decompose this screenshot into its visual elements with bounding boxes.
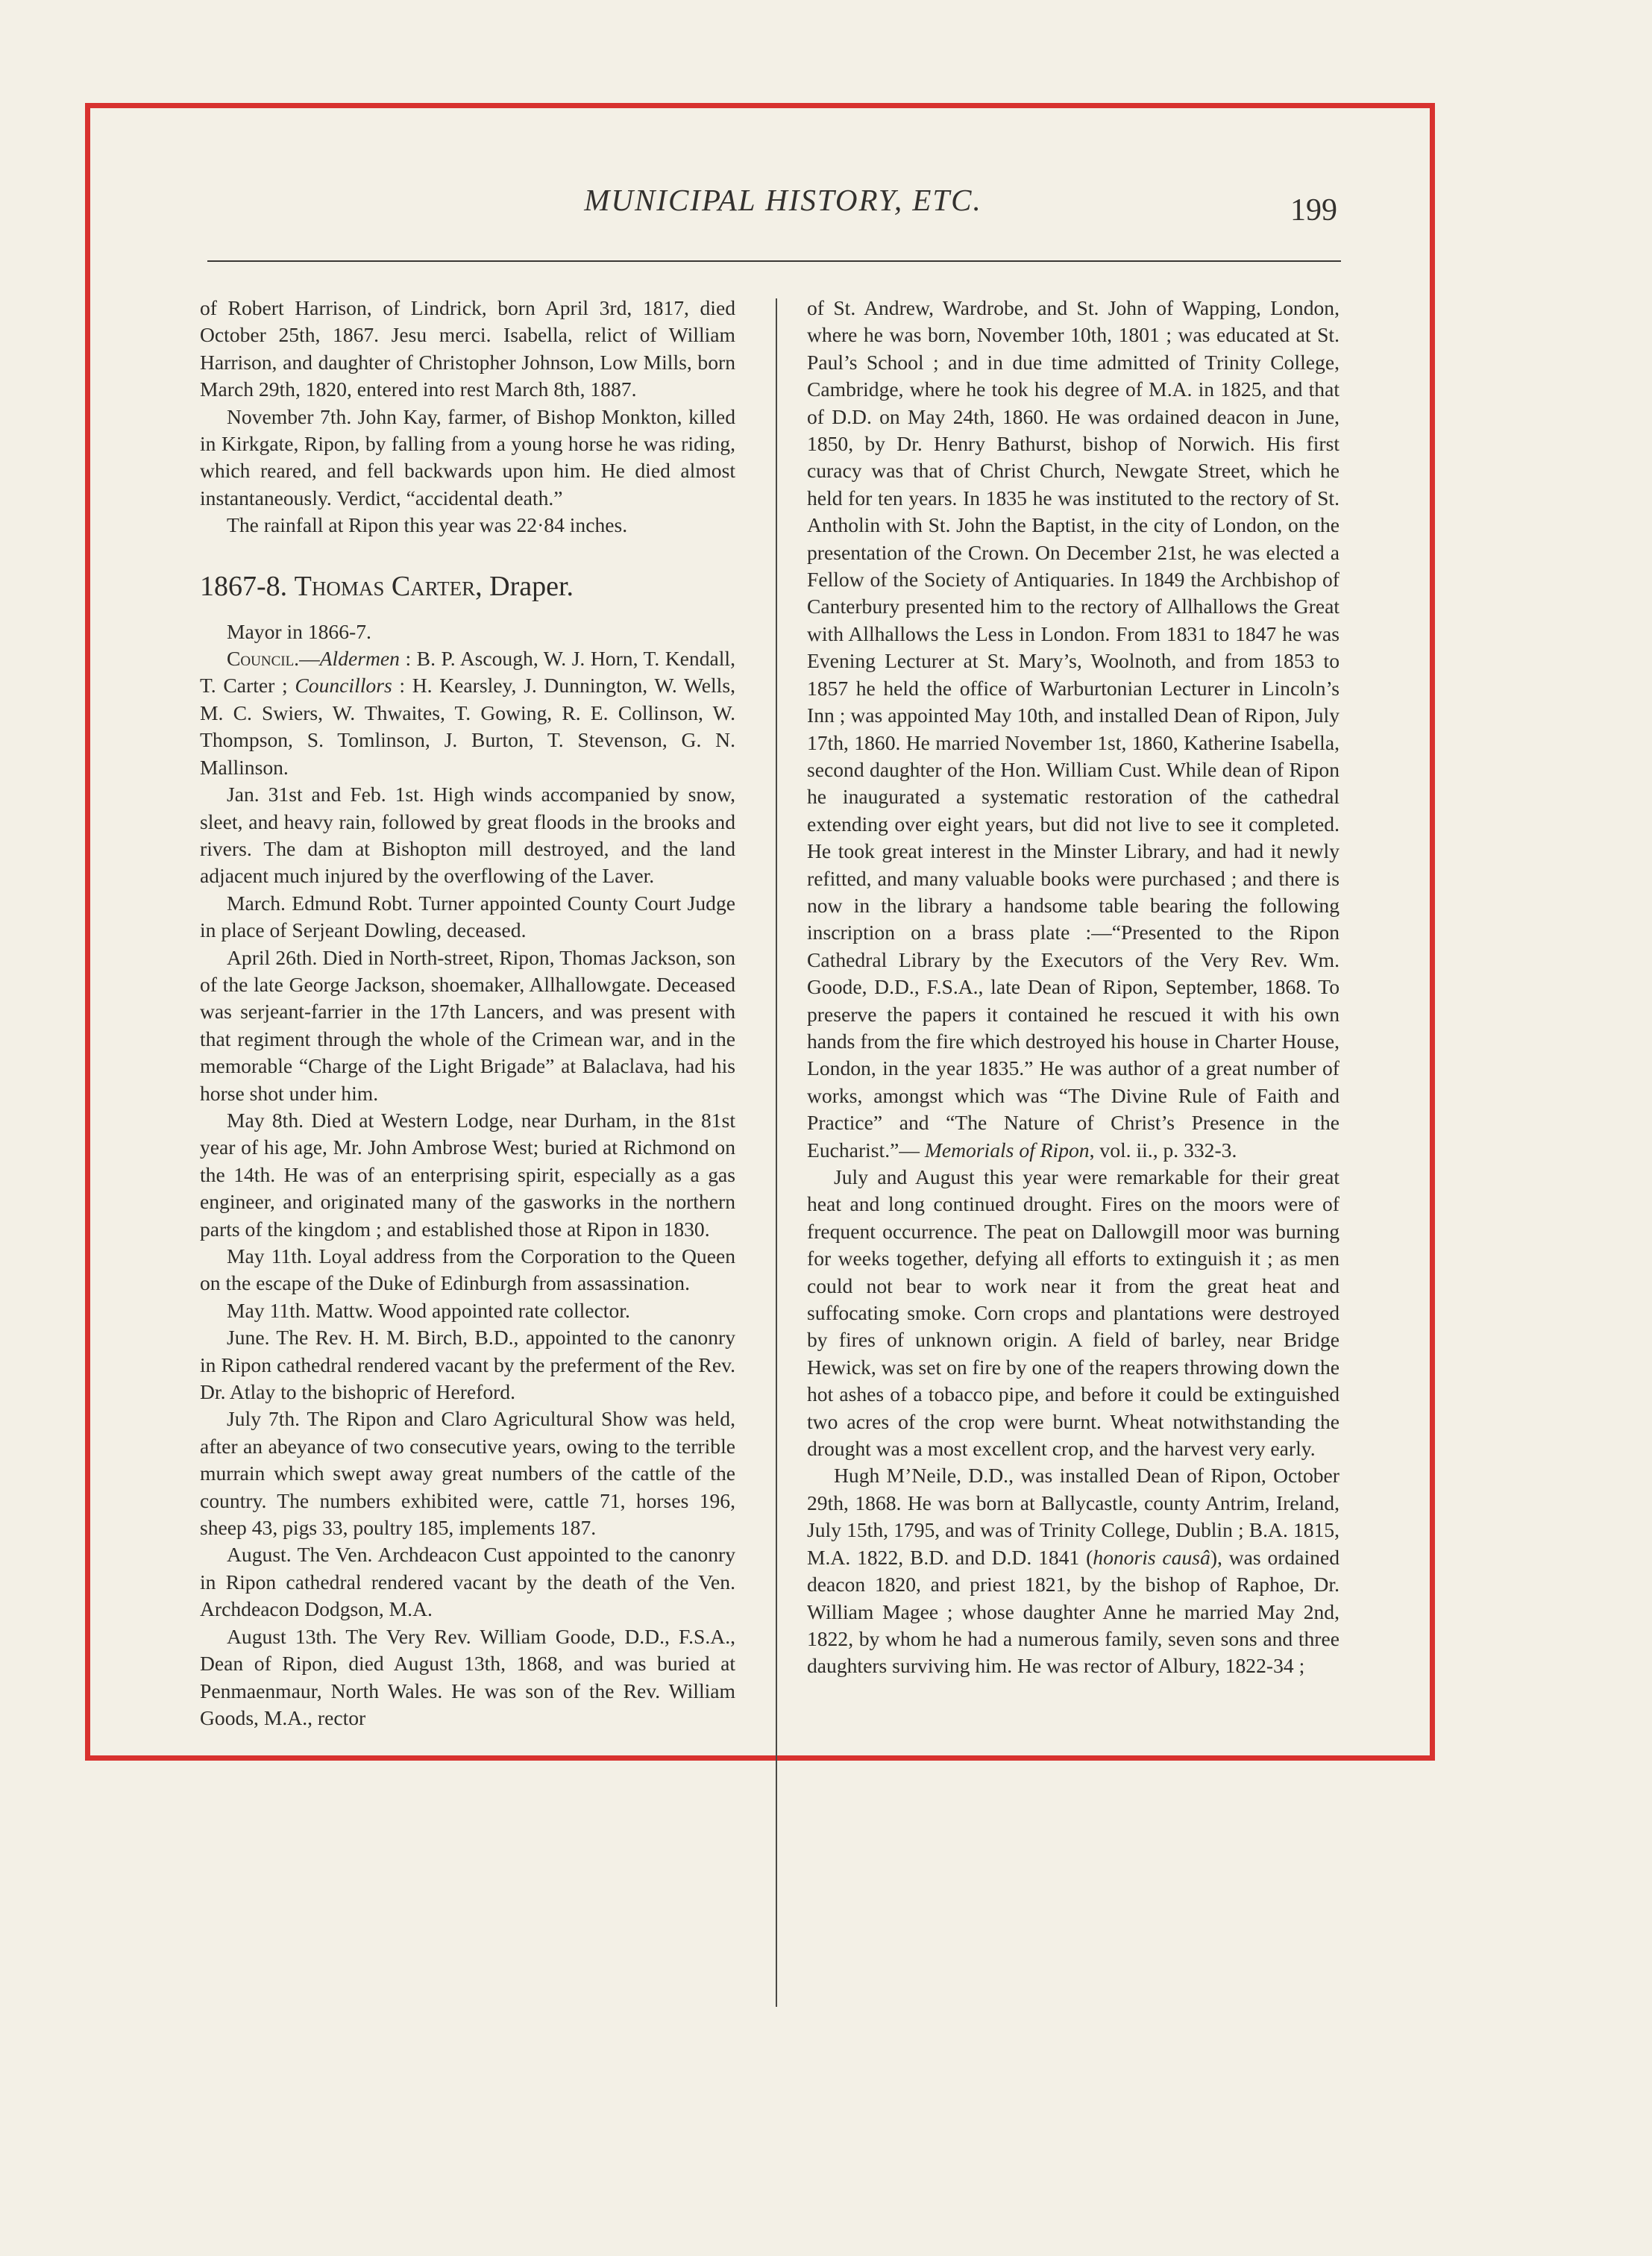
- column-divider: [776, 298, 777, 2007]
- paragraph: April 26th. Died in North-street, Ripon, Thomas Jackson, son of the late George Jackson, shoemaker, Allhallowgate. Deceased was serjeant-farrier in the 17th Lancers, and was present with that regiment through the whole of the Crimean war, and in the memorable “Charge of the Light Brigade” at Balaclava, had his horse shot under him.: [200, 945, 735, 1105]
- heading-years: 1867-8.: [200, 570, 288, 602]
- citation-title: Memorials of Ripon: [924, 1138, 1090, 1162]
- paragraph: The rainfall at Ripon this year was 22·84 inches.: [227, 513, 628, 537]
- page-number: 199: [1290, 193, 1337, 228]
- paragraph: Mayor in 1866-7.: [227, 619, 371, 643]
- council-label: Council.: [227, 647, 300, 671]
- paragraph: May 11th. Mattw. Wood appointed rate collector.: [227, 1298, 630, 1322]
- paragraph: Jan. 31st and Feb. 1st. High winds accompanied by snow, sleet, and heavy rain, followed by great floods in the brooks and rivers. The dam at Bishopton mill destroyed, and the land adjacent much injured by the overflowing of the Laver.: [200, 783, 735, 888]
- paragraph: July 7th. The Ripon and Claro Agricultural Show was held, after an abeyance of two consecutive years, owing to the terrible murrain which swept away great numbers of the cattle of the country. The numbers exhibited were, cattle 71, horses 196, sheep 43, pigs 33, poultry 185, implements 187.: [200, 1407, 735, 1540]
- paragraph: May 11th. Loyal address from the Corporation to the Queen on the escape of the Duke of Edinburgh from assassination.: [200, 1244, 735, 1295]
- header-rule: [207, 260, 1341, 262]
- paragraph-text: of St. Andrew, Wardrobe, and St. John of Wapping, London, where he was born, November 10th, 1801 ; was educated at St. Paul’s School ; and in due time admitted of Trinity College, Cambridge, where he took his degree of M.A. in 1825, and that of D.D. on May 24th, 1860. He was ordained deacon in June, 1850, by Dr. Henry Bathurst, bishop of Norwich. His first curacy was that of Christ Church, Newgate Street, which he held for ten years. In 1835 he was instituted to the rectory of St. Antholin with St. John the Baptist, in the city of London, on the presentation of the Crown. On December 21st, he was elected a Fellow of the Society of Antiquaries. In 1849 the Archbishop of Canterbury presented him to the rectory of Allhallows the Great with Allhallows the Less in London. From 1831 to 1847 he was Evening Lecturer at St. Mary’s, Woolnoth, and from 1853 to 1857 he held the office of Warburtonian Lecturer in Lincoln’s Inn ; was appointed May 10th, and installed Dean of Ripon, July 17th, 1860. He married November 1st, 1860, Katherine Isabella, second daughter of the Hon. William Cust. While dean of Ripon he inaugurated a systematic restoration of the cathedral extending over eight years, but did not live to see it completed. He took great interest in the Minster Library, and had it newly refitted, and many valuable books were purchased ; and there is now in the library a handsome table bearing the following inscription on a brass plate :—“Presented to the Ripon Cathedral Library by the Executors of the Very Rev. Wm. Goode, D.D., F.S.A., late Dean of Ripon, September, 1868. To preserve the papers it contained he rescued it with his own hands from the fire which destroyed his house in Charter House, London, in the year 1835.” He was author of a great number of works, amongst which was “The Divine Rule of Faith and Practice” and “The Nature of Christ’s Presence in the Eucharist.”—: [807, 296, 1339, 1162]
- councillors-list: : H. Kearsley, J. Dunnington, W. Wells, M. C. Swiers, W. Thwaites, T. Gowing, R. E. Collinson, W. Thompson, S. Tomlinson, J. Burton, T. Stevenson, G. N. Mallinson.: [200, 674, 735, 779]
- councillors-label: Councillors: [295, 674, 392, 698]
- dean-mneile-paragraph: [807, 1462, 1339, 1679]
- paragraph-text: ), was ordained deacon 1820, and priest 1821, by the bishop of Raphoe, Dr. William Magee ; whose daughter Anne he married May 2nd, 1822, by whom he had a numerous family, seven sons and three daughters surviving him. He was rector of Albury, 1822-34 ;: [807, 1545, 1339, 1678]
- paragraph: July and August this year were remarkable for their great heat and long continued drought. Fires on the moors were of frequent occurrence. The peat on Dallowgill moor was burning for weeks together, defying all efforts to extinguish it ; as men could not bear to work near it from the great heat and suffocating smoke. Corn crops and plantations were destroyed by fires of unknown origin. A field of barley, near Bridge Hewick, was set on fire by one of the reapers throwing down the hot ashes of a tobacco pipe, and before it could be extinguished two acres of the crop were burnt. Wheat notwithstanding the drought was a most excellent crop, and the harvest very early.: [807, 1165, 1339, 1461]
- mayoral-year-heading: [200, 569, 735, 604]
- aldermen-label: Aldermen: [319, 647, 400, 671]
- paragraph: March. Edmund Robt. Turner appointed County Court Judge in place of Serjeant Dowling, deceased.: [200, 891, 735, 942]
- heading-occupation: , Draper.: [475, 570, 574, 602]
- running-head: MUNICIPAL HISTORY, ETC.: [584, 183, 982, 217]
- citation-tail: , vol. ii., p. 332-3.: [1089, 1138, 1237, 1162]
- paragraph: of Robert Harrison, of Lindrick, born April 3rd, 1817, died October 25th, 1867. Jesu merci. Isabella, relict of William Harrison, and daughter of Christopher Johnson, Low Mills, born March 29th, 1820, entered into rest March 8th, 1887.: [200, 296, 735, 401]
- latin-phrase: honoris causâ: [1093, 1545, 1210, 1569]
- paragraph: May 8th. Died at Western Lodge, near Durham, in the 81st year of his age, Mr. John Ambrose West; buried at Richmond on the 14th. He was of an enterprising spirit, especially as a gas engineer, and originated many of the gasworks in the northern parts of the kingdom ; and established those at Ripon in 1830.: [200, 1108, 735, 1241]
- right-column: [807, 295, 1339, 1680]
- paragraph-text: Hugh M’Neile, D.D., was installed Dean of Ripon, October 29th, 1868. He was born at Ballycastle, county Antrim, Ireland, July 15th, 1795, and was of Trinity College, Dublin ; B.A. 1815, M.A. 1822, B.D. and D.D. 1841 (: [807, 1464, 1339, 1569]
- paragraph: June. The Rev. H. M. Birch, B.D., appointed to the canonry in Ripon cathedral rendered vacant by the preferment of the Rev. Dr. Atlay to the bishopric of Hereford.: [200, 1326, 735, 1404]
- heading-mayor-name: Thomas Carter: [294, 570, 476, 602]
- paragraph: November 7th. John Kay, farmer, of Bishop Monkton, killed in Kirkgate, Ripon, by falling from a young horse he was riding, which reared, and fell backwards upon him. He died almost instantaneously. Verdict, “accidental death.”: [200, 404, 735, 510]
- left-column: [200, 295, 735, 1732]
- dean-goode-paragraph: [807, 295, 1339, 1164]
- aldermen-list: : B. P. Ascough, W. J. Horn, T. Kendall, T. Carter ;: [200, 647, 735, 698]
- council-dash: —: [299, 647, 320, 671]
- council-paragraph: [200, 645, 735, 781]
- paragraph: August. The Ven. Archdeacon Cust appointed to the canonry in Ripon cathedral rendered vacant by the death of the Ven. Archdeacon Dodgson, M.A.: [200, 1543, 735, 1621]
- paragraph: August 13th. The Very Rev. William Goode, D.D., F.S.A., Dean of Ripon, died August 13th, 1868, and was buried at Penmaenmaur, North Wales. He was son of the Rev. William Goods, M.A., rector: [200, 1624, 735, 1729]
